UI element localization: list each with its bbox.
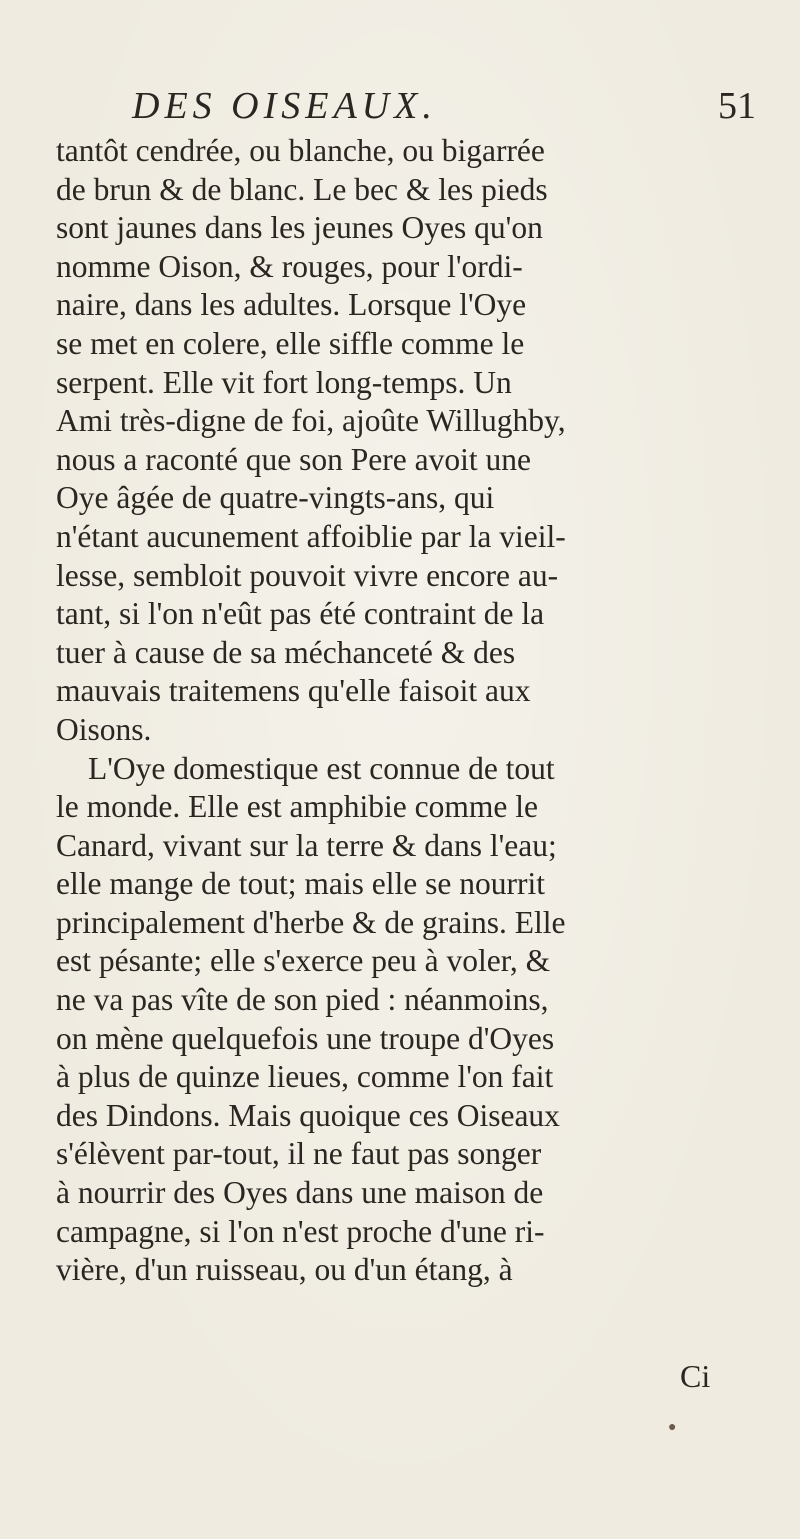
text-line: se met en colere, elle siffle comme le <box>56 325 525 361</box>
text-line: nous a raconté que son Pere avoit une <box>56 441 531 477</box>
text-line: de brun & de blanc. Le bec & les pieds <box>56 171 548 207</box>
text-line: tant, si l'on n'eût pas été contraint de la <box>56 596 545 632</box>
text-line: tuer à cause de sa méchanceté & des <box>56 634 516 670</box>
text-line: naire, dans les adultes. Lorsque l'Oye <box>56 287 527 323</box>
text-line: ne va pas vîte de son pied : néanmoins, <box>56 982 549 1018</box>
catchword: Ci <box>680 1358 711 1394</box>
ink-mark-icon: ● <box>668 1420 677 1435</box>
text-line: des Dindons. Mais quoique ces Oiseaux <box>56 1097 560 1133</box>
text-line: principalement d'herbe & de grains. Elle <box>56 904 566 940</box>
text-line: le monde. Elle est amphibie comme le <box>56 789 538 825</box>
body-text <box>56 132 780 1290</box>
text-line: à plus de quinze lieues, comme l'on fait <box>56 1059 554 1095</box>
text-line: s'élèvent par-tout, il ne faut pas songer <box>56 1136 542 1172</box>
text-line: n'étant aucunement affoiblie par la vieil- <box>56 518 566 554</box>
text-line: Canard, vivant sur la terre & dans l'eau; <box>56 827 557 863</box>
text-line: est pésante; elle s'exerce peu à voler, & <box>56 943 551 979</box>
page-number: 51 <box>718 85 756 127</box>
text-line: campagne, si l'on n'est proche d'une ri- <box>56 1213 545 1249</box>
text-line: on mène quelquefois une troupe d'Oyes <box>56 1020 555 1056</box>
text-line: serpent. Elle vit fort long-temps. Un <box>56 364 512 400</box>
text-line: Ami très-digne de foi, ajoûte Willughby, <box>56 403 566 439</box>
text-line: Oisons. <box>56 711 152 747</box>
text-line: vière, d'un ruisseau, ou d'un étang, à <box>56 1252 513 1288</box>
text-line: L'Oye domestique est connue de tout <box>88 750 555 786</box>
text-line: nomme Oison, & rouges, pour l'ordi- <box>56 248 523 284</box>
text-line: à nourrir des Oyes dans une maison de <box>56 1175 544 1211</box>
text-line: Oye âgée de quatre-vingts-ans, qui <box>56 480 495 516</box>
page-header <box>132 84 772 128</box>
text-line: mauvais traitemens qu'elle faisoit aux <box>56 673 531 709</box>
text-line: lesse, sembloit pouvoit vivre encore au- <box>56 557 559 593</box>
running-title: DES OISEAUX. <box>132 85 437 127</box>
text-line: tantôt cendrée, ou blanche, ou bigarrée <box>56 133 545 168</box>
text-line: elle mange de tout; mais elle se nourrit <box>56 866 545 902</box>
text-line: sont jaunes dans les jeunes Oyes qu'on <box>56 210 543 246</box>
